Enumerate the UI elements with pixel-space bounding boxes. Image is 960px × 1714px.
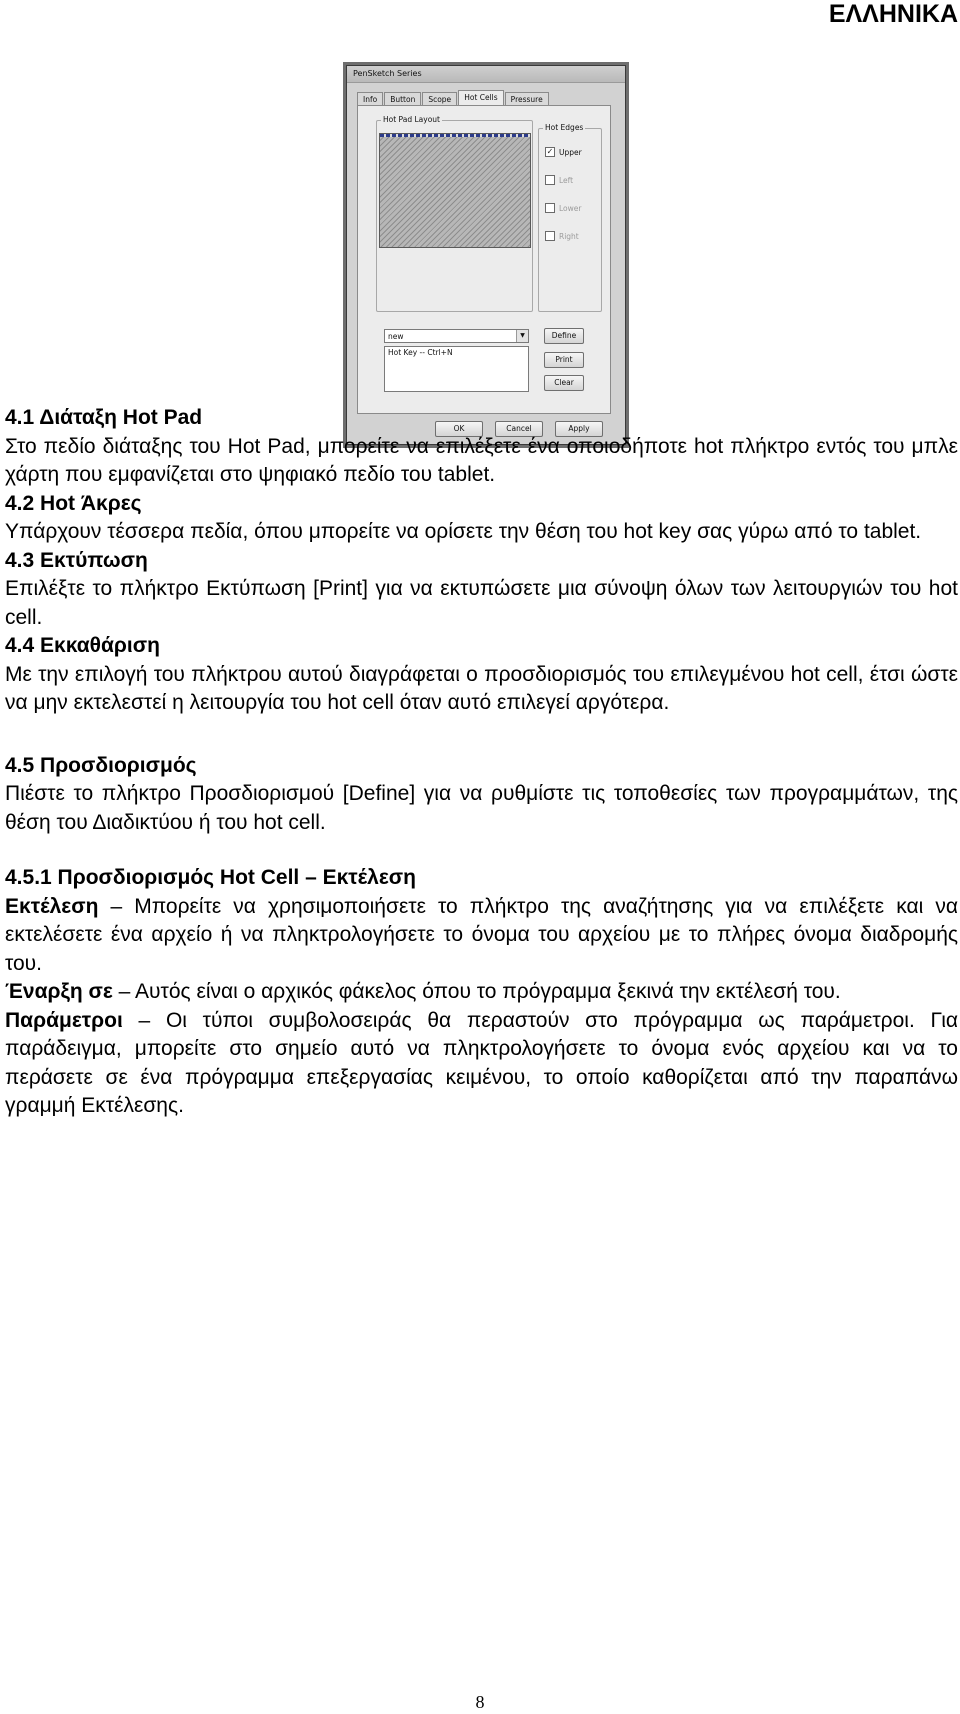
section-4-1-heading: 4.1 Διάταξη Hot Pad — [5, 406, 203, 429]
left-checkbox[interactable] — [545, 175, 555, 185]
tab-scope[interactable]: Scope — [422, 92, 457, 106]
exec-paragraph — [5, 893, 958, 979]
hot-edges-label: Hot Edges — [545, 123, 584, 132]
hot-cells-panel — [357, 105, 611, 414]
tab-info[interactable]: Info — [357, 92, 383, 106]
upper-checkbox-row[interactable] — [545, 147, 582, 157]
left-label: Left — [559, 175, 574, 185]
section-4-3-heading: 4.3 Εκτύπωση — [5, 548, 148, 572]
section-4-5-heading: 4.5 Προσδιορισμός — [5, 753, 197, 777]
right-label: Right — [559, 231, 579, 241]
define-button[interactable]: Define — [544, 328, 584, 344]
right-checkbox-row[interactable] — [545, 231, 579, 241]
section-4-2-text: Υπάρχουν τέσσερα πεδία, όπου μπορείτε να ορίσετε την θέση του hot key σας γύρω από το tablet. — [5, 520, 922, 543]
parameters-paragraph — [5, 1007, 958, 1121]
lower-label: Lower — [559, 203, 582, 213]
dialog-screenshot — [343, 62, 629, 448]
language-header: ΕΛΛΗΝΙΚΑ — [828, 0, 958, 28]
pensketch-dialog-window — [346, 65, 626, 445]
tab-button[interactable]: Button — [384, 92, 421, 106]
section-4-4-heading: 4.4 Εκκαθάριση — [5, 634, 160, 657]
hot-pad-layout-label: Hot Pad Layout — [383, 115, 440, 124]
cancel-button[interactable]: Cancel — [495, 421, 543, 437]
manual-body — [5, 404, 958, 1121]
hot-pad-layout-group — [376, 115, 533, 312]
exec-text: – Μπορείτε να χρησιμοποιήσετε το πλήκτρο της αναζήτησης για να επιλέξετε και να εκτελέσετε ένα αρχείο ή να πληκτρολογήσετε το όνομα του αρχείου με το πλήρες όνομα διαδρομής του. — [5, 894, 958, 975]
upper-label: Upper — [559, 147, 582, 157]
right-checkbox[interactable] — [545, 231, 555, 241]
start-in-term: Έναρξη σε — [5, 980, 113, 1003]
lower-checkbox[interactable] — [545, 203, 555, 213]
hotkey-textbox[interactable]: Hot Key -- Ctrl+N — [384, 346, 529, 392]
section-4-5-1-heading: 4.5.1 Προσδιορισμός Hot Cell – Εκτέλεση — [5, 866, 416, 889]
section-4-1-text: Στο πεδίο διάταξης του Hot Pad, μπορείτε να επιλέξετε ένα οποιοδήποτε hot πλήκτρο εντός του μπλε χάρτη που εμφανίζεται στο ψηφιακό πεδίο του tablet. — [5, 434, 958, 486]
start-in-paragraph — [5, 978, 958, 1007]
page-number: 8 — [475, 1692, 485, 1712]
exec-term: Εκτέλεση — [5, 894, 99, 918]
parameters-term: Παράμετροι — [5, 1008, 123, 1032]
section-4-2-heading: 4.2 Hot Άκρες — [5, 491, 142, 515]
section-4-4-text: Με την επιλογή του πλήκτρου αυτού διαγράφεται ο προσδιορισμός του επιλεγμένου hot cell, έτσι ώστε να μην εκτελεστεί η λειτουργία του hot cell όταν αυτό επιλεγεί αργότερα. — [5, 662, 958, 714]
hot-cell-select[interactable] — [384, 329, 529, 343]
dialog-title: PenSketch Series — [347, 66, 625, 83]
print-button[interactable]: Print — [544, 352, 584, 368]
hot-edges-group — [538, 123, 602, 312]
ok-button[interactable]: OK — [435, 421, 483, 437]
lower-checkbox-row[interactable] — [545, 203, 581, 213]
section-4-5-text: Πιέστε το πλήκτρο Προσδιορισμού [Define] για να ρυθμίστε τις τοποθεσίες των προγραμμάτων, της θέση του Διαδικτύου ή του hot cell. — [5, 782, 958, 834]
parameters-text: – Οι τύποι συμβολοσειράς θα περαστούν στο πρόγραμμα ως παράμετροι. Για παράδειγμα, μπορείτε στο σημείο αυτό να πληκτρολογήσετε το όνομα ενός αρχείου και να το περάσετε σε ένα πρόγραμμα επεξεργασίας κειμένου, το οποίο καθορίζεται από την παραπάνω γραμμή Εκτέλεσης. — [5, 1008, 958, 1117]
hot-pad-grid[interactable] — [379, 133, 531, 248]
tab-hot-cells[interactable]: Hot Cells — [458, 90, 503, 106]
upper-checkbox[interactable]: ✓ — [546, 147, 554, 156]
left-checkbox-row[interactable] — [545, 175, 573, 185]
clear-button[interactable]: Clear — [544, 375, 584, 391]
tab-pressure[interactable]: Pressure — [505, 92, 549, 106]
chevron-down-icon[interactable]: ▼ — [516, 330, 528, 342]
section-4-3-text: Επιλέξτε το πλήκτρο Εκτύπωση [Print] για να εκτυπώσετε μια σύνοψη όλων των λειτουργιών του hot cell. — [5, 577, 958, 629]
dialog-tabs — [357, 90, 550, 105]
hot-cell-select-value: new — [388, 332, 404, 341]
apply-button[interactable]: Apply — [555, 421, 603, 437]
start-in-text: – Αυτός είναι ο αρχικός φάκελος όπου το πρόγραμμα ξεκινά την εκτέλεσή του. — [112, 980, 841, 1003]
